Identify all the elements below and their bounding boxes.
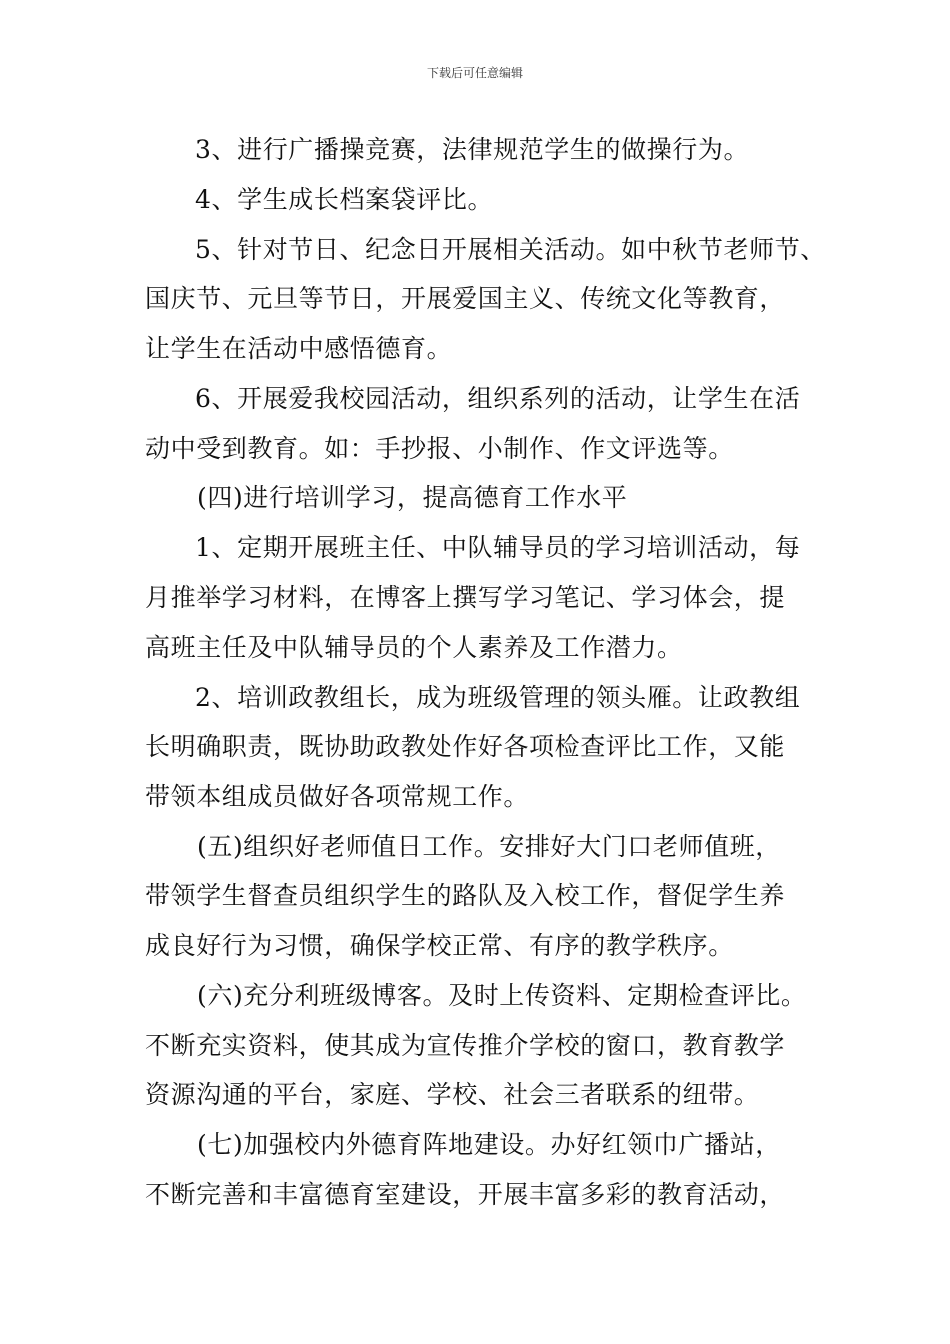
text-line: 高班主任及中队辅导员的个人素养及工作潜力。 bbox=[145, 633, 683, 662]
text-line: 2、培训政教组长，成为班级管理的领头雁。让政教组 bbox=[195, 683, 801, 712]
text-line: 让学生在活动中感悟德育。 bbox=[145, 334, 453, 363]
text-line: 成良好行为习惯，确保学校正常、有序的教学秩序。 bbox=[145, 931, 734, 960]
text-line: 动中受到教育。如：手抄报、小制作、作文评选等。 bbox=[145, 434, 734, 463]
text-line: 6、开展爱我校园活动，组织系列的活动，让学生在活 bbox=[195, 384, 801, 413]
text-line: 1、定期开展班主任、中队辅导员的学习培训活动，每 bbox=[195, 533, 801, 562]
text-line: (四)进行培训学习，提高德育工作水平 bbox=[197, 483, 628, 512]
page-header: 下载后可任意编辑 bbox=[426, 66, 523, 80]
text-line: 不断完善和丰富德育室建设，开展丰富多彩的教育活动， bbox=[145, 1180, 786, 1209]
text-line: (五)组织好老师值日工作。安排好大门口老师值班， bbox=[197, 832, 781, 861]
text-line: 月推举学习材料，在博客上撰写学习笔记、学习体会，提 bbox=[145, 583, 786, 612]
text-line: 长明确职责，既协助政教处作好各项检查评比工作，又能 bbox=[145, 732, 786, 761]
text-line: (六)充分利班级博客。及时上传资料、定期检查评比。 bbox=[197, 981, 807, 1010]
text-line: 带领本组成员做好各项常规工作。 bbox=[145, 782, 530, 811]
text-line: 4、学生成长档案袋评比。 bbox=[195, 185, 494, 214]
text-line: 资源沟通的平台，家庭、学校、社会三者联系的纽带。 bbox=[145, 1080, 760, 1109]
text-line: 国庆节、元旦等节日，开展爱国主义、传统文化等教育， bbox=[145, 284, 786, 313]
text-line: 不断充实资料，使其成为宣传推介学校的窗口，教育教学 bbox=[145, 1031, 786, 1060]
text-line: 3、进行广播操竞赛，法律规范学生的做操行为。 bbox=[195, 135, 750, 164]
text-line: (七)加强校内外德育阵地建设。办好红领巾广播站， bbox=[197, 1130, 781, 1159]
text-line: 5、针对节日、纪念日开展相关活动。如中秋节老师节、 bbox=[195, 235, 826, 264]
text-line: 带领学生督查员组织学生的路队及入校工作，督促学生养 bbox=[145, 881, 786, 910]
